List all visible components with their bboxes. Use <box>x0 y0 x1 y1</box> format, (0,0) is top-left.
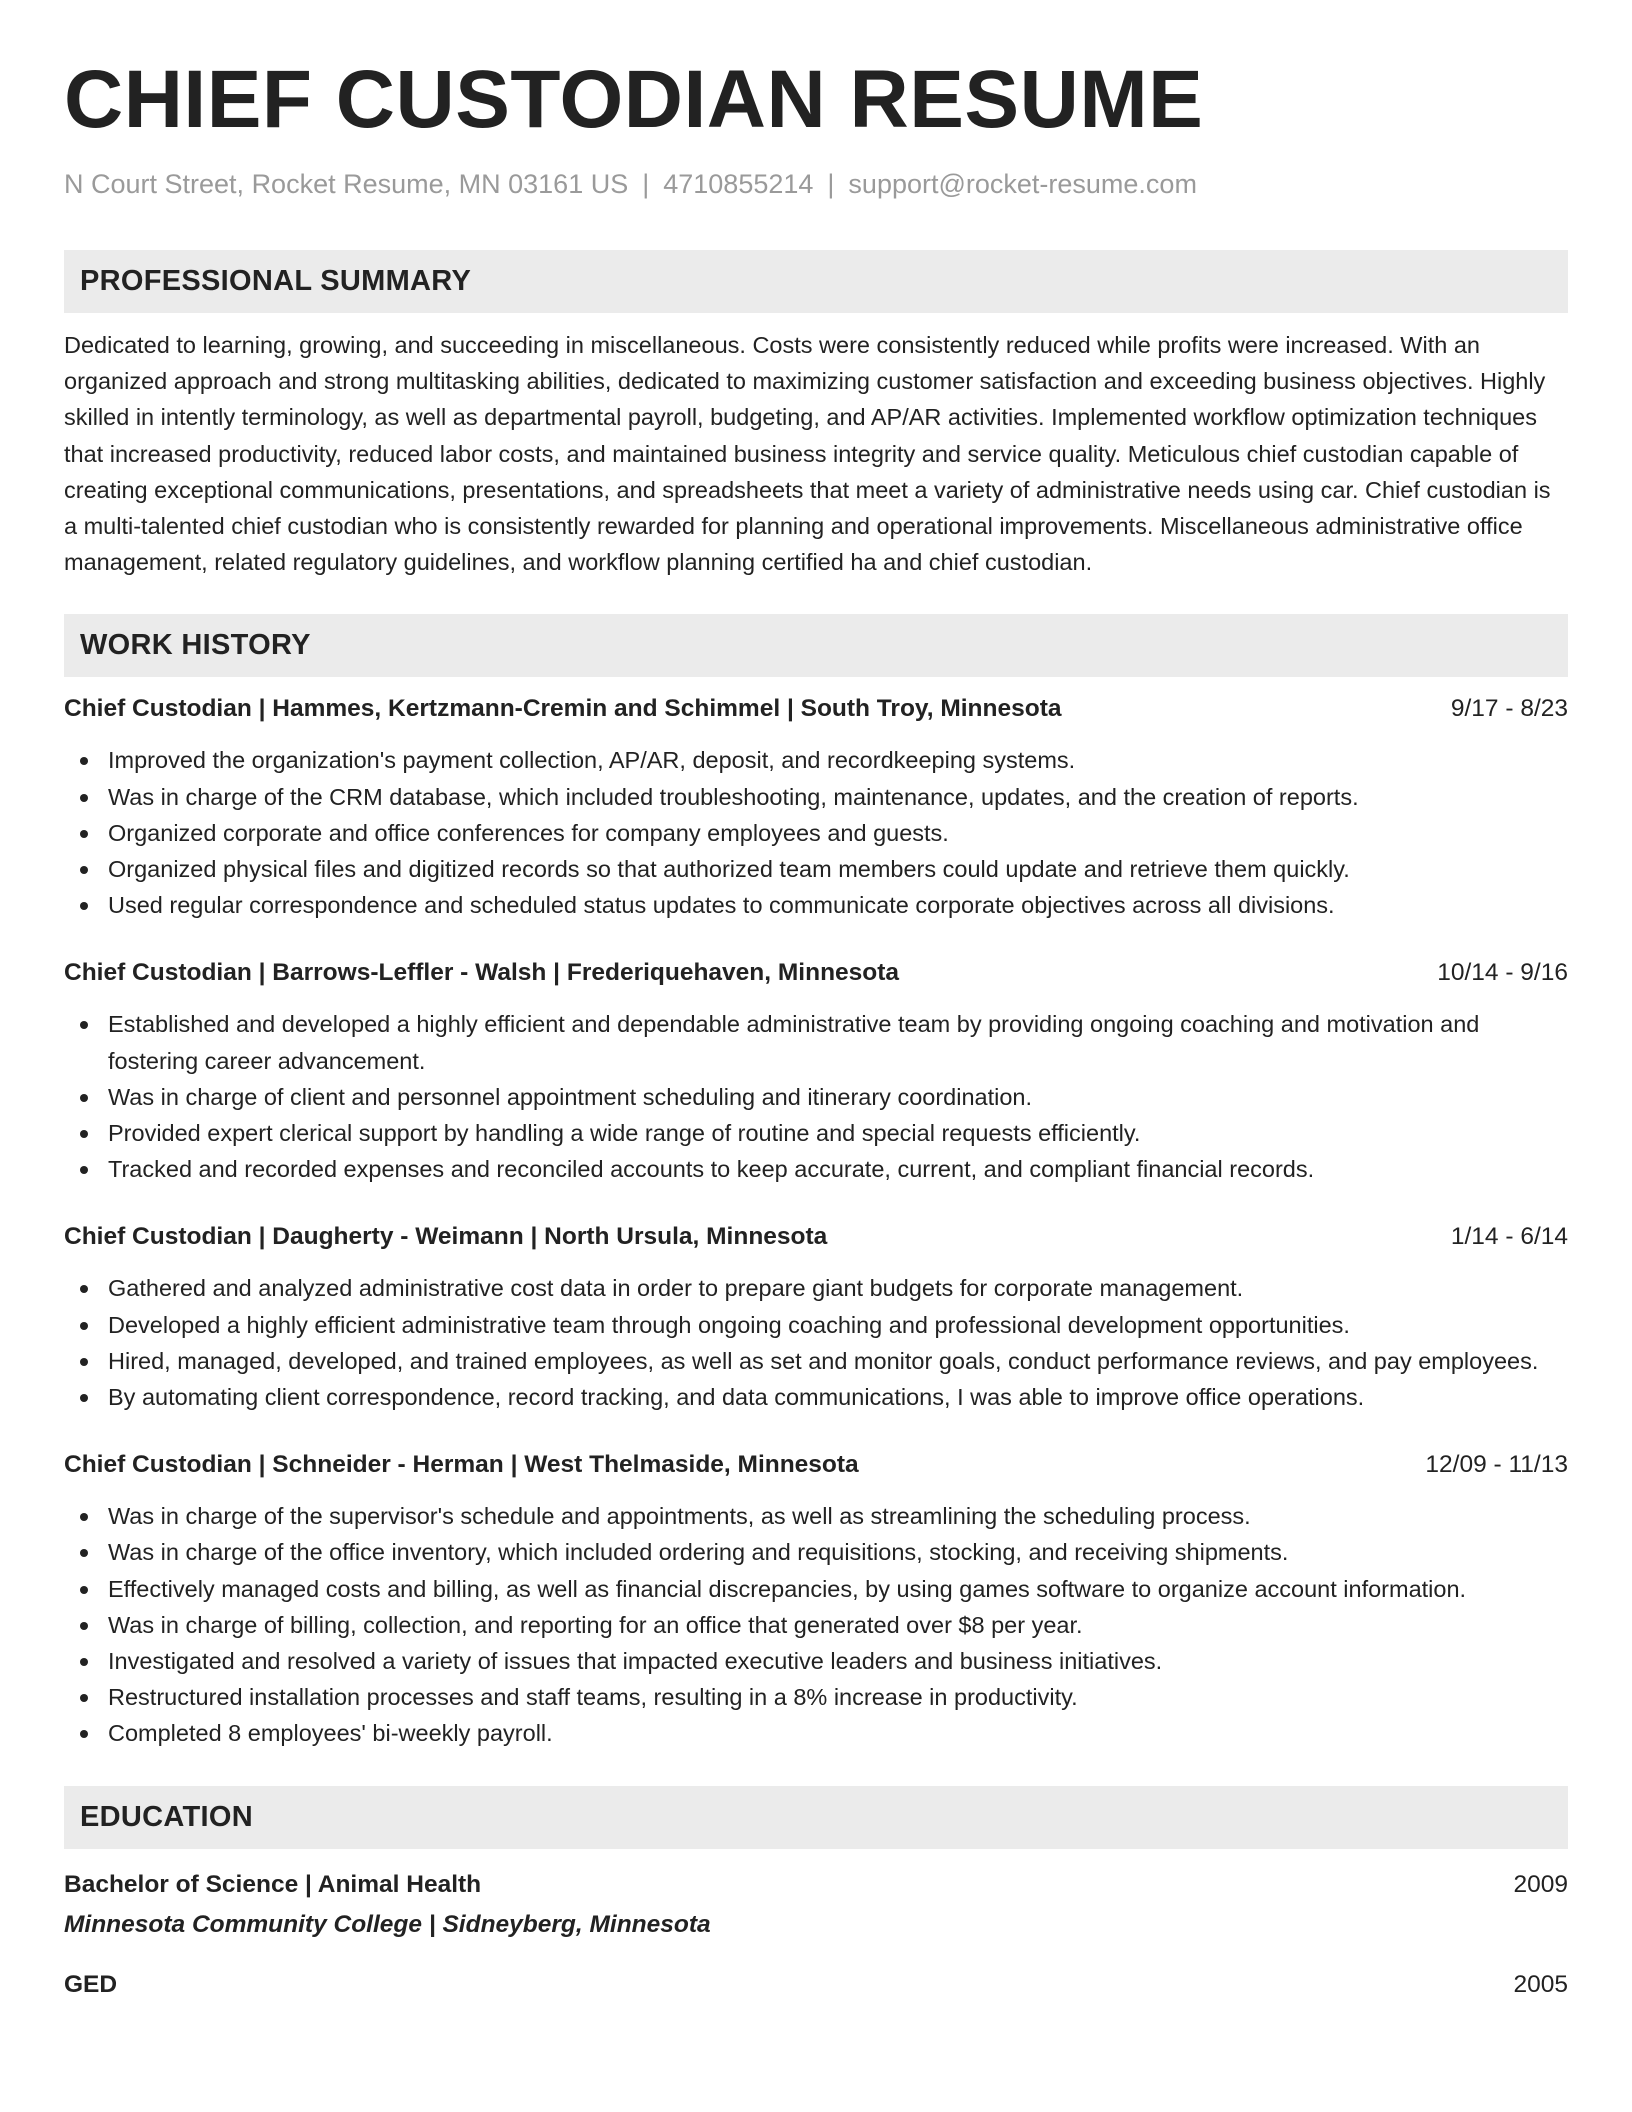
bullet-dot-icon <box>80 902 88 910</box>
job-bullet <box>64 815 1568 851</box>
education-year: 2005 <box>1513 1970 1568 1998</box>
contact-phone: 4710855214 <box>663 169 814 199</box>
job-dates: 10/14 - 9/16 <box>1437 959 1568 987</box>
job-bullet <box>64 1607 1568 1643</box>
job-bullet-text: Completed 8 employees' bi-weekly payroll. <box>108 1720 553 1747</box>
bullet-dot-icon <box>80 1694 88 1702</box>
job-bullet-text: By automating client correspondence, record tracking, and data communications, I was able to improve office operations. <box>108 1384 1365 1411</box>
contact-separator: | <box>642 169 650 199</box>
bullet-dot-icon <box>80 1730 88 1738</box>
job-bullet-text: Was in charge of the supervisor's schedule and appointments, as well as streamlining the scheduling process. <box>108 1503 1251 1530</box>
education-year: 2009 <box>1513 1870 1568 1898</box>
job-dates: 1/14 - 6/14 <box>1450 1223 1568 1251</box>
job-header <box>64 1447 1568 1483</box>
education-entry <box>64 1867 1568 1943</box>
section-heading-work-history: WORK HISTORY <box>64 614 1568 677</box>
job-dates: 12/09 - 11/13 <box>1425 1451 1568 1479</box>
job-bullet <box>64 1715 1568 1751</box>
job-entry <box>64 1219 1568 1415</box>
job-bullet-text: Was in charge of the CRM database, which included troubleshooting, maintenance, updates, and the creation of reports. <box>108 783 1359 810</box>
education-school: Minnesota Community College | Sidneyberg, Minnesota <box>64 1910 711 1938</box>
bullet-dot-icon <box>80 1094 88 1102</box>
job-header <box>64 955 1568 991</box>
job-bullet <box>64 1498 1568 1534</box>
job-bullet <box>64 1534 1568 1570</box>
job-bullet-list <box>64 1006 1568 1187</box>
section-heading-summary: PROFESSIONAL SUMMARY <box>64 250 1568 313</box>
job-bullet <box>64 887 1568 923</box>
contact-address: N Court Street, Rocket Resume, MN 03161 US <box>64 169 629 199</box>
job-bullet-text: Restructured installation processes and staff teams, resulting in a 8% increase in productivity. <box>108 1684 1078 1711</box>
job-bullet-text: Provided expert clerical support by handling a wide range of routine and special requests efficiently. <box>108 1120 1141 1147</box>
job-bullet <box>64 1006 1568 1078</box>
job-bullet-text: Tracked and recorded expenses and reconciled accounts to keep accurate, current, and compliant financial records. <box>108 1156 1315 1183</box>
job-bullet-text: Established and developed a highly efficient and dependable administrative team by providing ongoing coaching and motivation and fostering career advancement. <box>108 1011 1480 1074</box>
job-bullet <box>64 1343 1568 1379</box>
job-title: Chief Custodian | Barrows-Leffler - Walsh | Frederiquehaven, Minnesota <box>64 959 900 987</box>
job-bullet <box>64 1270 1568 1306</box>
bullet-dot-icon <box>80 830 88 838</box>
job-bullet-text: Was in charge of the office inventory, which included ordering and requisitions, stocking, and receiving shipments. <box>108 1539 1289 1566</box>
job-title: Chief Custodian | Daugherty - Weimann | North Ursula, Minnesota <box>64 1223 828 1251</box>
contact-line <box>64 166 1568 202</box>
bullet-dot-icon <box>80 866 88 874</box>
job-bullet-text: Was in charge of client and personnel appointment scheduling and itinerary coordination. <box>108 1083 1033 1110</box>
job-bullet-text: Gathered and analyzed administrative cost data in order to prepare giant budgets for corporate management. <box>108 1275 1244 1302</box>
job-bullet-list <box>64 742 1568 923</box>
bullet-dot-icon <box>80 1130 88 1138</box>
job-header <box>64 691 1568 727</box>
job-bullet <box>64 1151 1568 1187</box>
job-bullet-text: Investigated and resolved a variety of issues that impacted executive leaders and business initiatives. <box>108 1648 1163 1675</box>
job-bullet-text: Was in charge of billing, collection, and reporting for an office that generated over $8 per year. <box>108 1611 1083 1638</box>
job-title: Chief Custodian | Schneider - Herman | West Thelmaside, Minnesota <box>64 1451 859 1479</box>
contact-separator: | <box>827 169 835 199</box>
section-heading-education: EDUCATION <box>64 1786 1568 1849</box>
job-bullet <box>64 1079 1568 1115</box>
job-bullet <box>64 779 1568 815</box>
job-bullet-text: Organized physical files and digitized records so that authorized team members could update and retrieve them quickly. <box>108 856 1350 883</box>
resume-title: CHIEF CUSTODIAN RESUME <box>64 54 1204 145</box>
job-bullet-text: Improved the organization's payment collection, AP/AR, deposit, and recordkeeping systems. <box>108 747 1076 774</box>
job-bullet-list <box>64 1270 1568 1415</box>
bullet-dot-icon <box>80 1513 88 1521</box>
education-header <box>64 1967 1568 2003</box>
bullet-dot-icon <box>80 1166 88 1174</box>
summary-text: Dedicated to learning, growing, and succeeding in miscellaneous. Costs were consistently reduced while profits were increased. With an organized approach and strong multitasking abilities, dedicated to maximizing customer satisfaction and exceeding business objectives. Highly skilled in intently terminology, as well as departmental payroll, budgeting, and AP/AR activities. Implemented workflow optimization techniques that increased productivity, reduced labor costs, and maintained business integrity and service quality. Meticulous chief custodian capable of creating exceptional communications, presentations, and spreadsheets that meet a variety of administrative needs using car. Chief custodian is a multi-talented chief custodian who is consistently rewarded for planning and operational improvements. Miscellaneous administrative office management, related regulatory guidelines, and workflow planning certified ha and chief custodian. <box>64 332 1551 576</box>
bullet-dot-icon <box>80 757 88 765</box>
education-degree: GED <box>64 1970 118 1998</box>
job-bullet <box>64 1307 1568 1343</box>
job-bullet <box>64 742 1568 778</box>
job-entry <box>64 1447 1568 1751</box>
job-bullet <box>64 851 1568 887</box>
bullet-dot-icon <box>80 1322 88 1330</box>
education-entry <box>64 1967 1568 2003</box>
job-bullet <box>64 1571 1568 1607</box>
job-bullet-list <box>64 1498 1568 1751</box>
job-bullet <box>64 1679 1568 1715</box>
education-header <box>64 1867 1568 1903</box>
job-bullet <box>64 1379 1568 1415</box>
job-bullet-text: Hired, managed, developed, and trained employees, as well as set and monitor goals, conduct performance reviews, and pay employees. <box>108 1347 1539 1374</box>
job-bullet-text: Used regular correspondence and scheduled status updates to communicate corporate objectives across all divisions. <box>108 892 1335 919</box>
contact-email[interactable]: support@rocket-resume.com <box>848 169 1197 199</box>
job-bullet <box>64 1643 1568 1679</box>
bullet-dot-icon <box>80 1285 88 1293</box>
bullet-dot-icon <box>80 1358 88 1366</box>
education-degree: Bachelor of Science | Animal Health <box>64 1870 482 1898</box>
bullet-dot-icon <box>80 1658 88 1666</box>
bullet-dot-icon <box>80 794 88 802</box>
job-title: Chief Custodian | Hammes, Kertzmann-Cremin and Schimmel | South Troy, Minnesota <box>64 695 1062 723</box>
job-entry <box>64 691 1568 923</box>
job-bullet <box>64 1115 1568 1151</box>
job-bullet-text: Effectively managed costs and billing, as well as financial discrepancies, by using games software to organize account information. <box>108 1575 1467 1602</box>
bullet-dot-icon <box>80 1549 88 1557</box>
bullet-dot-icon <box>80 1586 88 1594</box>
bullet-dot-icon <box>80 1021 88 1029</box>
job-dates: 9/17 - 8/23 <box>1450 695 1568 723</box>
bullet-dot-icon <box>80 1394 88 1402</box>
job-bullet-text: Developed a highly efficient administrative team through ongoing coaching and professional development opportunities. <box>108 1311 1350 1338</box>
bullet-dot-icon <box>80 1622 88 1630</box>
job-entry <box>64 955 1568 1187</box>
job-header <box>64 1219 1568 1255</box>
job-bullet-text: Organized corporate and office conferences for company employees and guests. <box>108 819 949 846</box>
